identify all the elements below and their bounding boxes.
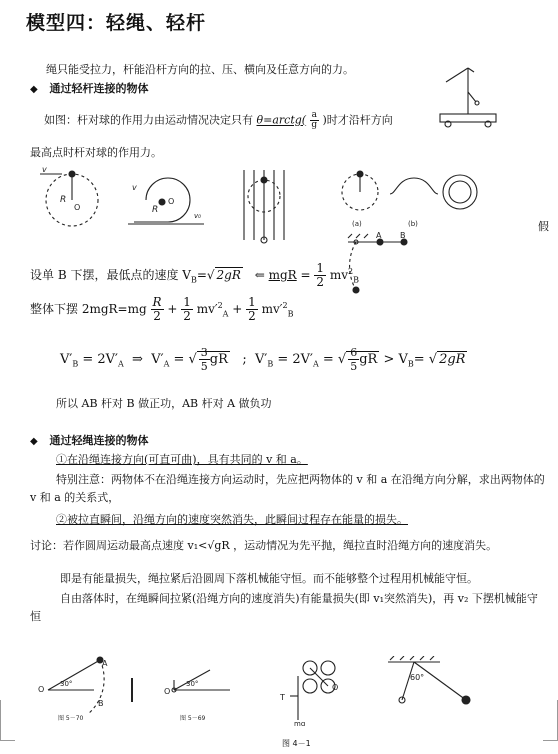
svg-text:(b): (b): [408, 220, 418, 228]
svg-text:B: B: [400, 232, 406, 240]
page-corner-mark-left: [0, 700, 15, 741]
svg-text:O: O: [74, 203, 81, 212]
svg-text:v: v: [132, 183, 137, 192]
svg-text:60°: 60°: [410, 673, 425, 682]
figure-4-1-caption: 图 4－1: [282, 739, 311, 748]
rope-note: 特别注意：两物体不在沿绳连接方向运动时，先应把两物体的 v 和 a 在沿绳方向分解，求出两物体的: [56, 473, 545, 486]
svg-text:mg: mg: [294, 720, 306, 726]
svg-text:T: T: [280, 693, 285, 702]
figure-5-69: [160, 656, 240, 722]
svg-text:O: O: [38, 685, 45, 694]
energy-loss-text: 即是有能量损失，绳拉紧后沿圆周下落机械能守恒。而不能够整个过程用机械能守恒。: [60, 572, 478, 585]
svg-text:R: R: [152, 205, 159, 215]
svg-text:v: v: [42, 166, 47, 174]
loop-track-figure: [128, 172, 204, 230]
svg-text:A: A: [102, 659, 108, 668]
field-lines-figure: [236, 166, 298, 246]
figure-4-1-force: [270, 650, 356, 726]
svg-text:30°: 30°: [186, 680, 199, 688]
free-fall-text: 自由落体时，在绳瞬间拉紧(沿绳方向的速度消失)有能量损失(即 v₁突然消失)，再 v₂ 下摆机械能守: [60, 592, 538, 605]
figure-4-1-pendulum: [380, 656, 484, 720]
intro-text: 绳只能受拉力，杆能沿杆方向的拉、压、横向及任意方向的力。: [46, 63, 354, 76]
result-equation: $V'_B = 2V'_A$ ⇒ $V'_A$ = √ $\frac{3}{5}$ gR ; $V'_B = 2V'_A$ = √ $\frac{6}{5}$ gR > $V_B=$ √ 2gR: [60, 346, 466, 373]
diamond-bullet-icon: ◆: [30, 84, 38, 95]
section-rod-heading: ◆ 通过轻杆连接的物体: [30, 82, 149, 95]
page-title: 模型四：轻绳、轻杆: [26, 12, 207, 34]
svg-text:v₀: v₀: [194, 212, 201, 220]
figure-caption: 图 5－70: [58, 715, 84, 722]
section-rope-heading: ◆ 通过轻绳连接的物体: [30, 434, 149, 447]
circle-rod-figure: [40, 166, 106, 232]
diamond-bullet-icon: ◆: [30, 436, 38, 447]
discussion-text: 讨论：若作圆周运动最高点速度 v₁<√gR ，运动情况为先平抛，绳拉直时沿绳方向的速度消失。: [30, 539, 498, 552]
radius-label: R: [60, 195, 67, 205]
figure-caption: 图 5－69: [180, 715, 206, 722]
svg-text:O: O: [164, 687, 171, 696]
rod-top-point-text: 最高点时杆对球的作用力。: [30, 146, 162, 159]
svg-text:O: O: [168, 197, 175, 206]
rope-point-1: ①在沿绳连接方向(可直可曲)，具有共同的 v 和 a。: [56, 453, 308, 466]
svg-text:(a): (a): [352, 220, 362, 228]
side-char: 假: [538, 220, 549, 233]
assume-equation: 设单 B 下摆，最低点的速度 $V_B=√$ 2gR ⇐ mgR = $\frac{1}{2}$ $mv^2_B$: [30, 261, 360, 289]
free-fall-text-2: 恒: [30, 610, 41, 623]
rope-point-2: ②被拉直瞬间，沿绳方向的速度突然消失，此瞬间过程存在能量的损失。: [56, 513, 408, 526]
rope-note-2: v 和 a 的关系式，: [30, 491, 120, 504]
svg-text:30°: 30°: [60, 680, 73, 688]
conclusion-text: 所以 AB 杆对 B 做正功，AB 杆对 A 做负功: [56, 397, 272, 410]
svg-text:B: B: [98, 699, 104, 708]
crane-figure: [432, 62, 502, 128]
svg-text:A: A: [376, 232, 382, 240]
page-corner-mark-right: [543, 700, 558, 741]
rod-example-text: 如图：杆对球的作用力由运动情况决定只有 θ=arctg( $\frac{a}{g}$ )时才沿杆方向: [44, 110, 393, 130]
whole-swing-equation: 整体下摆 2mgR=mg $\frac{R}{2}$ + $\frac{1}{2}$ $mv'^2_A$ + $\frac{1}{2}$ $mv'^2_B$: [30, 295, 294, 323]
track-shapes-figure: [338, 164, 478, 230]
figure-5-70: [38, 656, 136, 722]
svg-text:O: O: [332, 683, 339, 692]
